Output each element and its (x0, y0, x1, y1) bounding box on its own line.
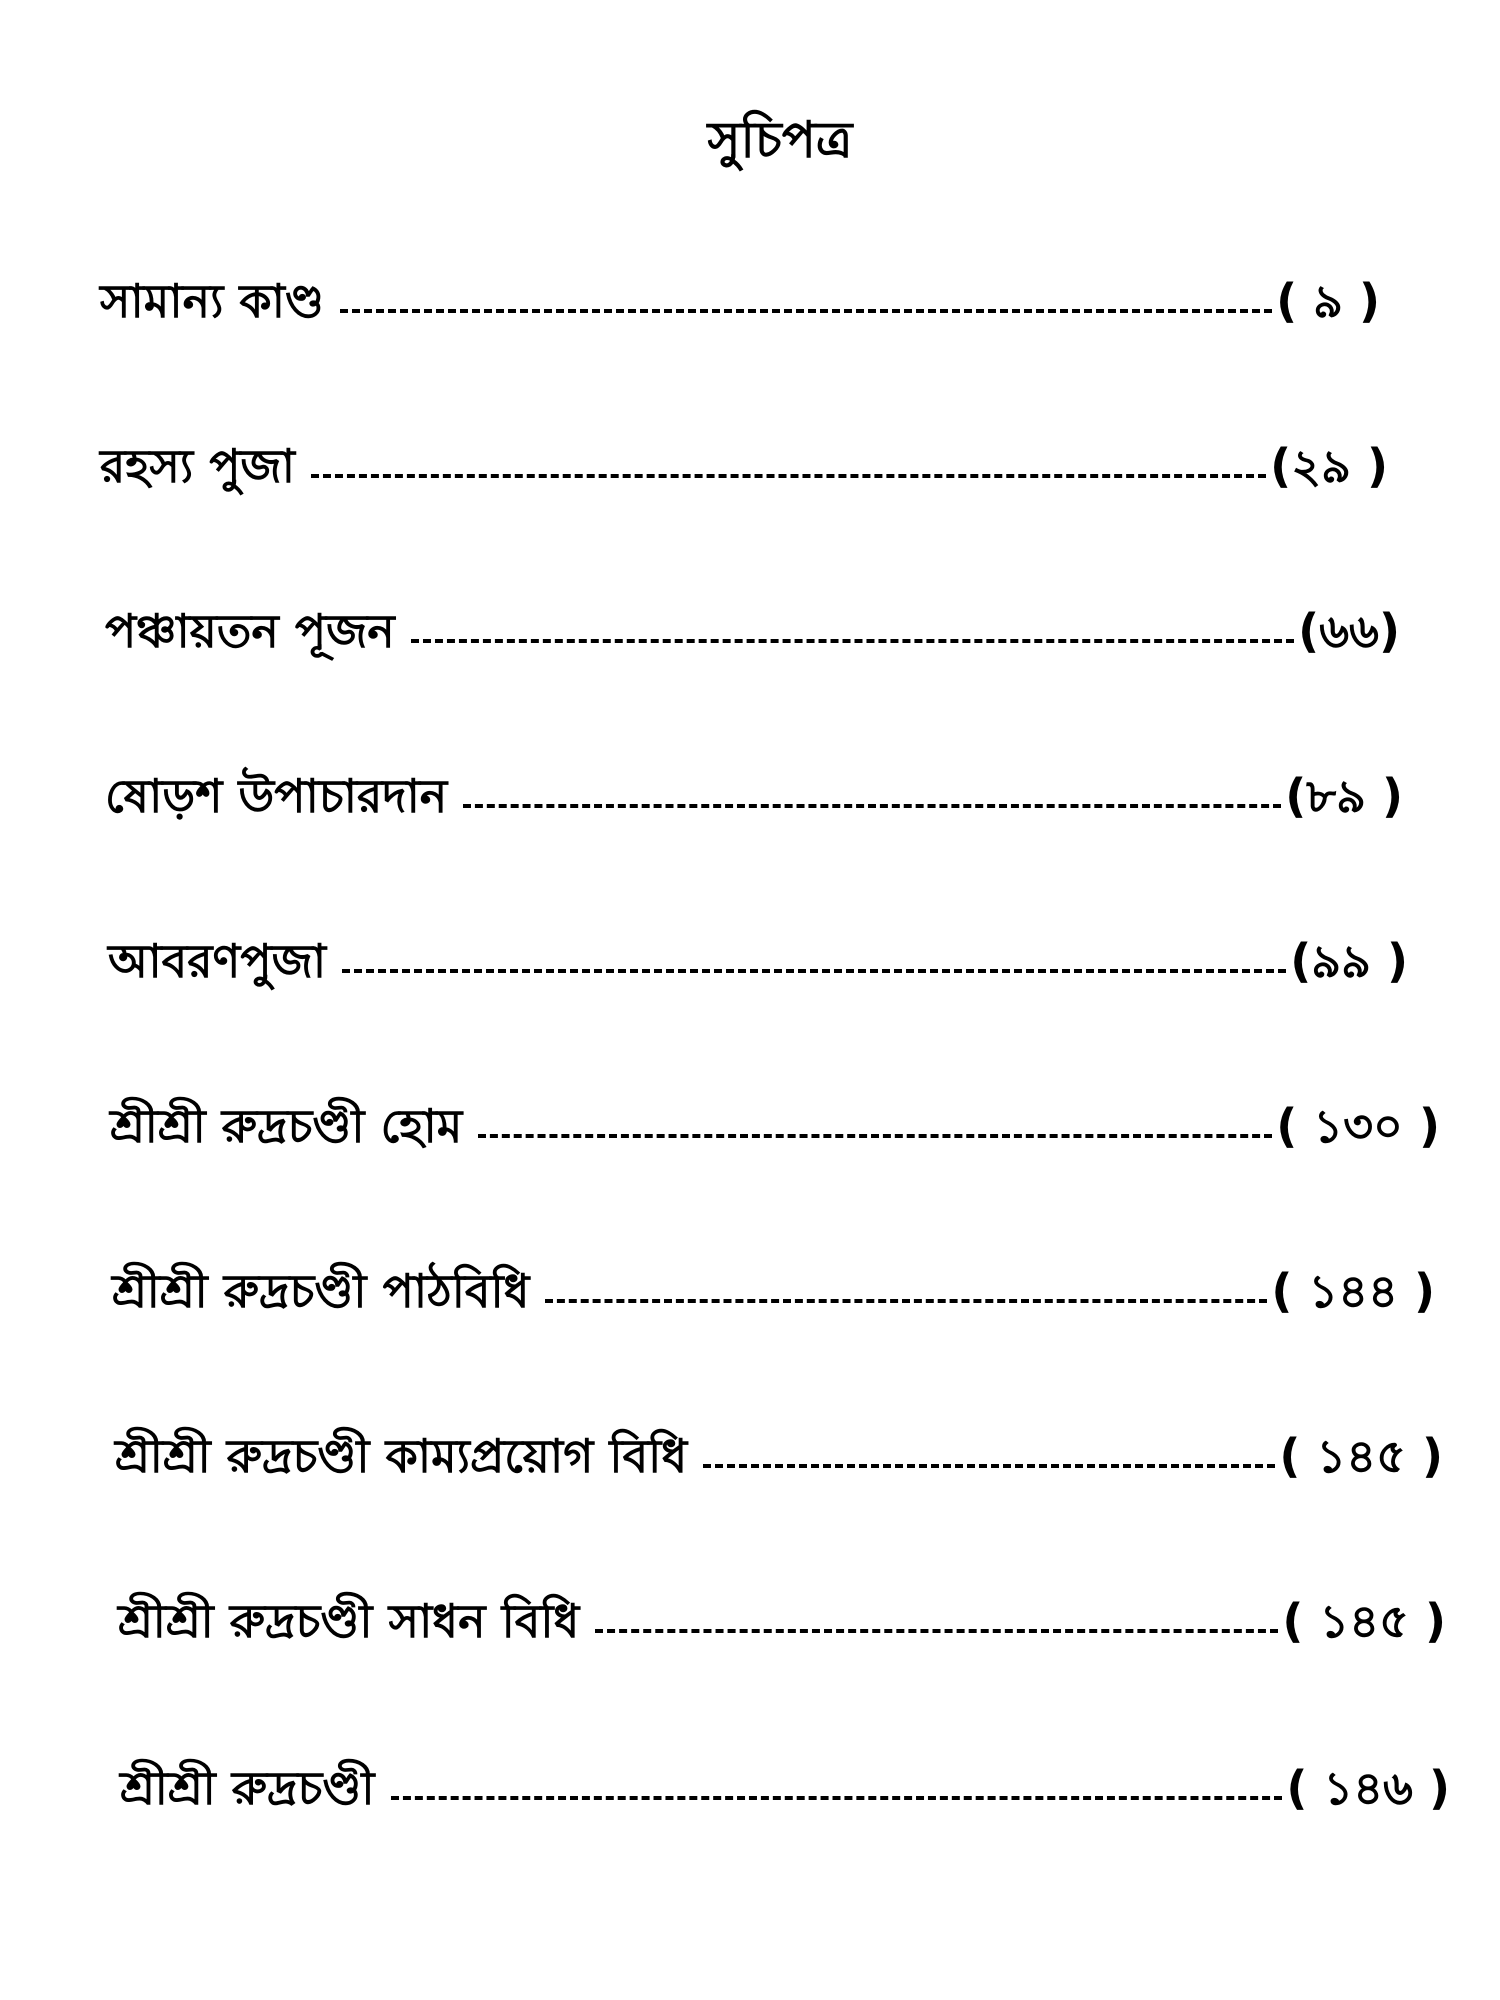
dot-leader (463, 804, 1281, 808)
toc-entry (115, 1420, 1443, 1500)
toc-entry-page: (৮৯ ) (1285, 769, 1403, 823)
dot-leader (478, 1134, 1272, 1138)
dot-leader (703, 1464, 1275, 1468)
toc-entry (112, 1255, 1435, 1335)
toc-entry-title: শ্রীশ্রী রুদ্রচণ্ডী পাঠবিধি (112, 1264, 530, 1318)
dot-leader (391, 1796, 1283, 1800)
toc-entry-page: (৯৯ ) (1290, 934, 1408, 988)
toc-entry-title: শ্রীশ্রী রুদ্রচণ্ডী (120, 1761, 375, 1815)
toc-entry-title: আবরণপুজা (108, 934, 327, 988)
dot-leader (595, 1629, 1278, 1633)
toc-entry-title: শ্রীশ্রী রুদ্রচণ্ডী সাধন বিধি (118, 1594, 580, 1648)
toc-entry-title: রহস্য পুজা (100, 439, 295, 493)
toc-entry-title: শ্রীশ্রী রুদ্রচণ্ডী হোম (110, 1099, 463, 1153)
toc-entry-page: (২৯ ) (1270, 439, 1388, 493)
toc-entry-page: ( ১৩০ ) (1276, 1099, 1440, 1153)
toc-entry-page: ( ১৪৪ ) (1271, 1264, 1435, 1318)
toc-entry-title: ষোড়শ উপাচারদান (105, 769, 448, 823)
toc-entry-page: ( ১৪৬ ) (1286, 1761, 1450, 1815)
dot-leader (311, 474, 1266, 478)
toc-entry-title: পঞ্চায়তন পূজন (105, 604, 395, 658)
toc-entry (105, 760, 1403, 840)
dot-leader (545, 1299, 1267, 1303)
toc-entry (100, 430, 1388, 510)
page-title: সুচিপত্র (707, 111, 853, 169)
toc-entry (108, 925, 1408, 1005)
dot-leader (340, 309, 1272, 313)
toc-entry-title: সামান্য কাণ্ড (100, 274, 324, 328)
toc-entry-page: ( ১৪৫ ) (1282, 1594, 1446, 1648)
toc-entry (105, 595, 1400, 675)
toc-entry-page: ( ৯ ) (1276, 274, 1380, 328)
toc-entry (110, 1090, 1440, 1170)
toc-entry (100, 265, 1380, 345)
toc-entry-title: শ্রীশ্রী রুদ্রচণ্ডী কাম্যপ্রয়োগ বিধি (115, 1429, 688, 1483)
dot-leader (411, 639, 1294, 643)
toc-entry-page: (৬৬) (1298, 604, 1400, 658)
toc-entry (118, 1585, 1446, 1665)
dot-leader (342, 969, 1286, 973)
toc-entry-page: ( ১৪৫ ) (1279, 1429, 1443, 1483)
toc-entry (120, 1752, 1450, 1832)
